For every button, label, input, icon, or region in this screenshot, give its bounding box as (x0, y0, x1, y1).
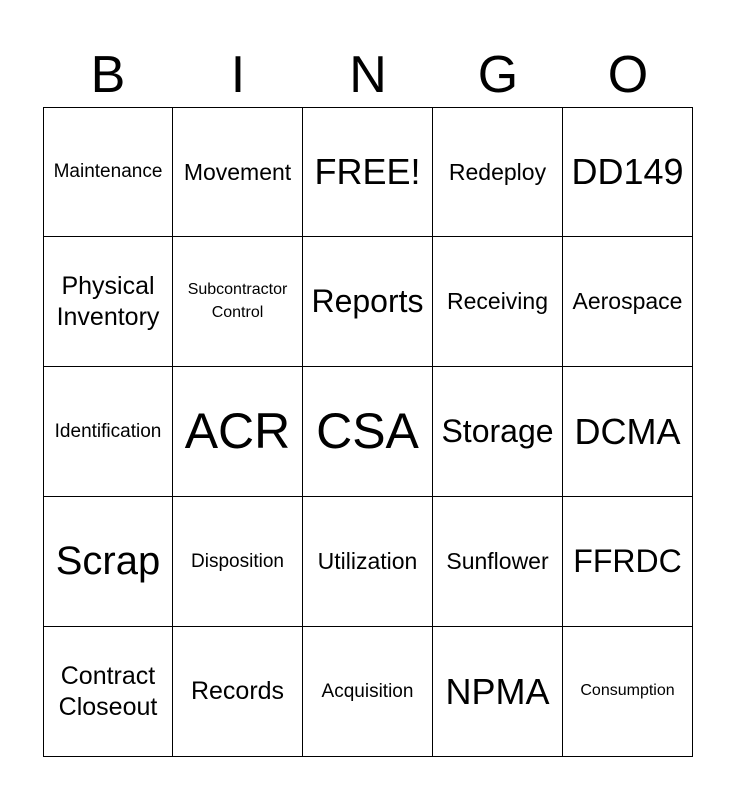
bingo-cell[interactable]: Utilization (303, 497, 433, 627)
bingo-cell[interactable]: Identification (43, 367, 173, 497)
bingo-cell[interactable]: Sunflower (433, 497, 563, 627)
header-letter-b: B (90, 46, 126, 104)
bingo-cell[interactable]: Reports (303, 237, 433, 367)
bingo-cell[interactable]: Contract Closeout (43, 627, 173, 757)
bingo-cell[interactable]: Disposition (173, 497, 303, 627)
bingo-cell[interactable]: Records (173, 627, 303, 757)
bingo-cell[interactable]: FFRDC (563, 497, 693, 627)
bingo-cell[interactable]: ACR (173, 367, 303, 497)
bingo-cell-free[interactable]: FREE! (303, 107, 433, 237)
header-letter-n: N (349, 46, 387, 104)
header-letter-g: G (477, 46, 519, 104)
bingo-cell[interactable]: Storage (433, 367, 563, 497)
bingo-cell[interactable]: Redeploy (433, 107, 563, 237)
bingo-board (43, 107, 693, 757)
bingo-cell[interactable]: Maintenance (43, 107, 173, 237)
bingo-cell[interactable]: NPMA (433, 627, 563, 757)
bingo-cell[interactable]: Aerospace (563, 237, 693, 367)
bingo-cell[interactable]: Movement (173, 107, 303, 237)
bingo-cell[interactable]: Physical Inventory (43, 237, 173, 367)
bingo-cell[interactable]: Scrap (43, 497, 173, 627)
bingo-cell[interactable]: Subcontractor Control (173, 237, 303, 367)
bingo-cell[interactable]: DCMA (563, 367, 693, 497)
bingo-cell[interactable]: DD149 (563, 107, 693, 237)
header-letter-i: I (230, 46, 246, 104)
header-letter-o: O (607, 46, 649, 104)
bingo-header (43, 42, 693, 108)
bingo-cell[interactable]: Acquisition (303, 627, 433, 757)
bingo-cell[interactable]: Consumption (563, 627, 693, 757)
bingo-cell[interactable]: CSA (303, 367, 433, 497)
bingo-cell[interactable]: Receiving (433, 237, 563, 367)
